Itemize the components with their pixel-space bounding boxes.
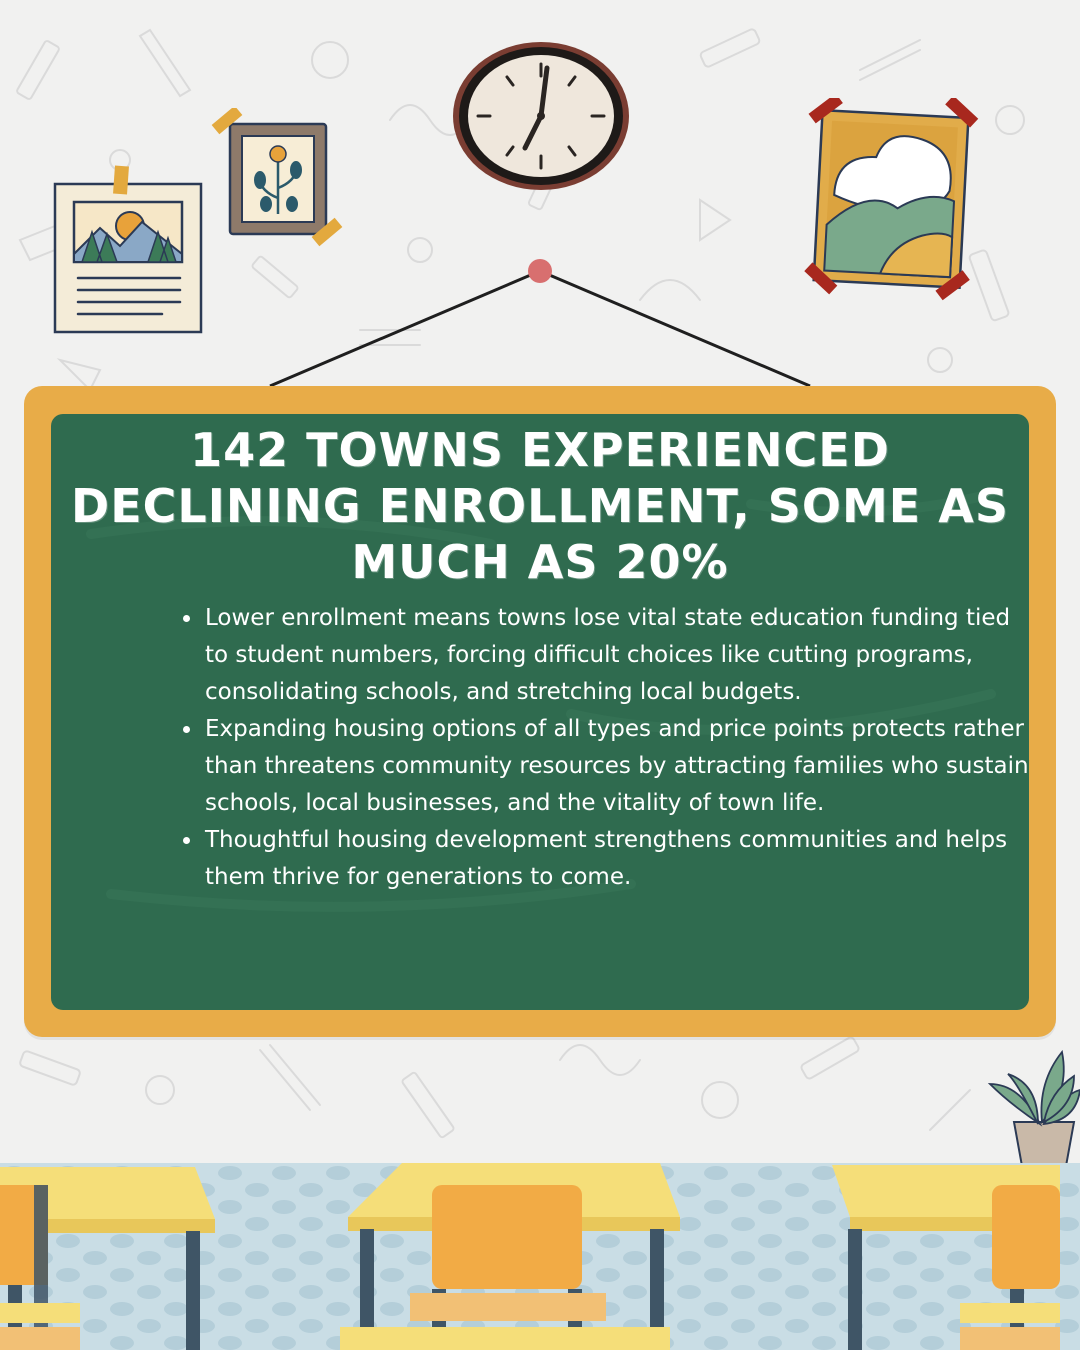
classroom-floor: [0, 1163, 1080, 1350]
flower-frame-icon: [208, 108, 346, 248]
bullet-list: [177, 600, 1029, 896]
landscape-poster-icon: [52, 164, 204, 336]
chalkboard: [51, 414, 1029, 1010]
clock-icon: [450, 40, 632, 192]
list-item: • Lower enrollment means towns lose vital state education funding tied to student numbers, forcing difficult choices like cutting programs, consolidating schools, and stretching local budgets.: [203, 600, 1029, 711]
mountain-picture-icon: [804, 98, 980, 302]
board-hanger: [260, 256, 820, 390]
potted-plant-icon: [984, 1036, 1080, 1166]
headline: 142 TOWNS EXPERIENCED DECLINING ENROLLMENT, SOME AS MUCH AS 20%: [71, 423, 1009, 589]
chalkboard-frame: [24, 386, 1056, 1037]
list-item: • Thoughtful housing development strengthens communities and helps them thrive for generations to come.: [203, 822, 1029, 896]
list-item: • Expanding housing options of all types and price points protects rather than threatens community resources by attracting families who sustain schools, local businesses, and the vitality of town life.: [203, 711, 1029, 822]
desks-scene: [0, 1163, 1080, 1350]
